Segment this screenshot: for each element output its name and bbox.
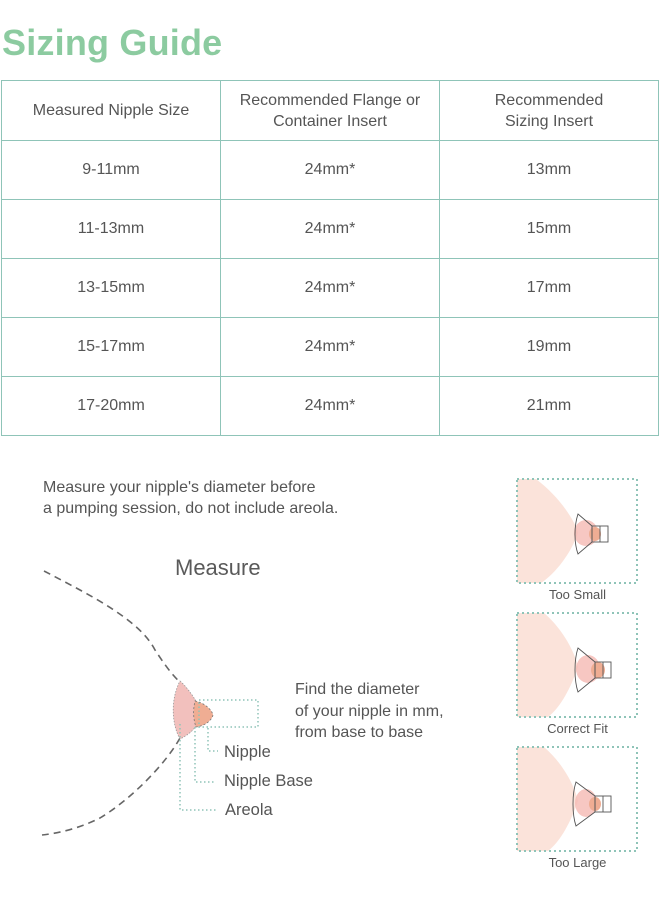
cell-nipple-size: 9-11mm [2,141,221,200]
cell-nipple-size: 17-20mm [2,377,221,436]
table-header-row [2,81,659,141]
measure-heading: Measure [175,555,261,580]
table-row [2,200,659,259]
measure-instructions [43,477,338,519]
table-row [2,318,659,377]
instructions-line2: a pumping session, do not include areola. [43,500,339,517]
flange-correct-fit-icon [516,612,638,718]
fit-label-too-large: Too Large [548,855,607,870]
cell-flange: 24mm* [221,318,440,377]
header-text: Measured Nipple Size [32,102,190,119]
find-line3: from base to base [295,724,424,741]
fit-label-too-small: Too Small [548,587,607,602]
cell-insert: 17mm [440,259,659,318]
header-recommended-flange [221,81,440,141]
flange-too-large-icon [516,746,638,852]
header-text-line1: Recommended Flange or [239,91,421,109]
label-nipple: Nipple [224,743,271,761]
fit-label-correct-fit: Correct Fit [547,721,608,736]
header-text-line2: Container Insert [273,112,387,130]
header-recommended-sizing-insert [440,81,659,141]
flange-too-small-icon [516,478,638,584]
instructions-line1: Measure your nipple's diameter before [43,479,316,496]
header-measured-nipple-size [2,81,221,141]
cell-nipple-size: 13-15mm [2,259,221,318]
find-line2: of your nipple in mm, [295,702,444,720]
find-diameter-text [295,679,444,744]
cell-insert: 13mm [440,141,659,200]
cell-flange: 24mm* [221,200,440,259]
label-nipple-base: Nipple Base [224,772,313,790]
cell-insert: 15mm [440,200,659,259]
cell-flange: 24mm* [221,259,440,318]
cell-flange: 24mm* [221,377,440,436]
find-line1: Find the diameter [295,681,420,698]
table-row [2,141,659,200]
label-areola: Areola [225,801,273,819]
page-title: Sizing Guide [2,22,223,63]
table-row [2,259,659,318]
cell-flange: 24mm* [221,141,440,200]
cell-nipple-size: 11-13mm [2,200,221,259]
sizing-table [1,80,659,436]
table-row [2,377,659,436]
cell-nipple-size: 15-17mm [2,318,221,377]
cell-insert: 21mm [440,377,659,436]
cell-insert: 19mm [440,318,659,377]
header-text-line2: Sizing Insert [504,112,594,130]
header-text-line1: Recommended [494,91,604,109]
